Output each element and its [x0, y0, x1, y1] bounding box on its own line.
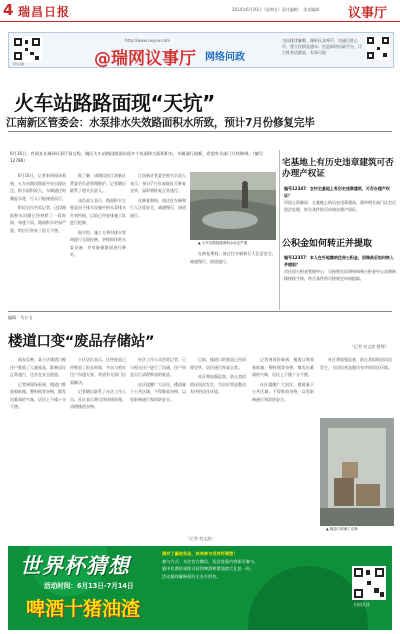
paragraph: 据了解，该路段由江南新区管委会负责管理维护。记者随后联系了相关负责人。 — [70, 173, 126, 193]
paragraph: 在修复期间，请过往车辆和行人注意安全，减速慢行，绕道通行。 — [190, 251, 276, 264]
qr-code-icon — [12, 36, 42, 62]
flooded-road-photo — [190, 172, 276, 240]
article-column — [320, 356, 392, 416]
answer: 市住房公积金管理中心：可持相关证明材料到公积金中心办理转移接续手续，符合条件的可按规定申请提取。 — [284, 269, 396, 281]
banner-slogan: 为民排忧解难，倾听民众呼声，沟通百姓心声，建立民情直通车；打造网络问政平台，让百姓有话敢说，有事可说 — [282, 38, 362, 55]
paragraph: 江南新区管委会相关负责人表示，预计7月份该路段可修复完毕，届时将恢复正常通行。 — [130, 173, 186, 193]
paragraph: 在修复期间，请过往车辆和行人注意安全，减速慢行，绕道通行。 — [130, 197, 186, 218]
sidebar-headline: 宅基地上有历史违章建筑可否办理产权证 — [282, 158, 394, 179]
paragraph: 社区工作人员告诉记者，已与相关住户进行了沟通，住户同意自行清理堆放的废品。 — [130, 357, 186, 377]
paragraph: 网友反映，某小区楼道口被住户堆放了大量废品，影响居民正常通行，还存在安全隐患。 — [10, 357, 66, 377]
article-column — [10, 172, 66, 307]
ad-description — [162, 550, 342, 580]
section-title: 议事厅 — [348, 6, 388, 21]
paragraph: 该负责人表示，路面积水主要是由于排水设施中的水泵排水失效所致，目前已经安排施工队进行抢修。 — [70, 197, 126, 225]
article-column — [252, 356, 314, 532]
paper-name: 瑞昌日报 — [18, 5, 71, 19]
article-column — [190, 250, 276, 307]
page-number: 4 — [3, 1, 14, 19]
subheadline: 江南新区管委会：水泵排水失效路面积水所致，预计7月份修复完毕 — [6, 117, 315, 129]
paragraph: 记者到现场看到，楼道口堆放着纸箱、塑料瓶等杂物，散发出难闻的气味，居民上下楼十分不便。 — [10, 381, 66, 409]
article-column — [10, 356, 66, 532]
question: 编号12347：农村宅基地上有历史违章建筑，可否办理产权证？ — [284, 186, 390, 198]
paragraph: 记者到现场看到，楼道口堆放着纸箱、塑料瓶等杂物，散发出难闻的气味，居民上下楼十分不便。 — [252, 357, 314, 377]
column-divider — [279, 150, 280, 310]
paragraph: 小区居民表示，这些废品已经堆放了很长时间，多次与相关住户沟通无果，希望有关部门出面解决。 — [70, 357, 126, 385]
headline: 火车站路路面现“天坑” — [14, 91, 215, 115]
article-column — [130, 172, 186, 307]
paragraph: 社区将加强巡查，防止类似情况再次发生，为居民营造整洁有序的居住环境。 — [320, 357, 392, 370]
banner-subtitle: 网络问政 — [205, 52, 245, 63]
ad-line: 猜对了赢取奖品，快来参与世界杯猜想！ — [162, 551, 238, 556]
divider — [8, 311, 392, 312]
article-column — [70, 356, 126, 532]
hallway-debris-photo — [320, 418, 394, 526]
photo-caption: ▲ 楼道口堆满了杂物 — [326, 527, 358, 531]
forum-logo: @瑞网议事厅 — [94, 49, 196, 69]
article-column — [130, 356, 186, 532]
sidebar-qa — [284, 185, 396, 213]
byline: （记者 何文波） — [186, 536, 216, 541]
paragraph: 社区将加强巡查，防止类似情况再次发生，为居民营造整洁有序的居住环境。 — [190, 374, 246, 394]
section-label: 编辑：马小飞 — [8, 315, 32, 320]
article-column — [190, 356, 246, 532]
answer: 市国土资源局：宅基地上的历史违章建筑，需经相关部门认定后依法处理，符合条件的可申请办理产权证。 — [284, 200, 396, 212]
article-column — [70, 172, 126, 307]
ad-product: 啤酒十猪油渣 — [26, 598, 141, 620]
qr-code-icon — [352, 566, 386, 600]
paragraph: 社区提醒广大居民，楼道属于公共区域，不得堆放杂物，以免影响通行和消防安全。 — [252, 381, 314, 402]
article-title: 楼道口变“废品存储站” — [8, 334, 155, 350]
banner-url[interactable]: http://www.rwysw.com — [125, 38, 171, 43]
ad-line: 参与方式：关注官方微信，发送竞猜内容即可参与。 — [162, 558, 259, 564]
issue-date: 2014年6月20日（星期五）责任编辑： 美术编辑： — [232, 7, 324, 12]
paragraph: 记者随后联系了社区工作人员，社区表示将尽快协调处理，清理楼道杂物。 — [70, 389, 126, 409]
byline: （记者 何文波 整理） — [350, 344, 389, 349]
divider — [8, 131, 392, 132]
qr-code-icon — [366, 36, 390, 60]
ad-line: 活动最终解释权归主办方所有。 — [162, 573, 221, 579]
ad-line: 猜中比赛结果即可获得啤酒和猪油渣大礼包一份。 — [162, 566, 255, 571]
paragraph: 附近居民告诉记者，这段路面积水问题已经持续了一段时间，每逢下雨，路面积水更加严重，给出行带来了很大不便。 — [10, 205, 66, 233]
article-intro: 6月16日，有网友在瑞网议事厅留言称，城区火车站路段路面出现多个坑洞和大面积积水，车辆通行困难，希望有关部门尽快修缮。（编号：12786） — [10, 151, 268, 163]
qr-caption: 手机扫描 — [12, 62, 25, 66]
sidebar-qa — [284, 254, 396, 282]
sidebar-headline: 公积金如何转正并提取 — [282, 239, 373, 249]
ad-date: 活动时间：6月13日-7月14日 — [44, 582, 134, 590]
ad-title: 世界杯猜想 — [20, 554, 130, 578]
paragraph: 6月16日，记者来到现场看到，火车站路段路面多处出现坑洼，积水面积较大，车辆通过时溅起水花，行人只能绕道而行。 — [10, 173, 66, 201]
qr-caption: 扫码关注 — [354, 602, 370, 607]
question: 编号12357：本人在外地缴纳住房公积金，回瑞昌后如何转入并提取？ — [284, 255, 394, 267]
paragraph: 目前，楼道口的废品已经清理完毕，居民通行恢复正常。 — [190, 357, 246, 370]
paragraph: 据介绍，施工方将对排水管网进行全面检修，更换损坏的水泵设备，并对破损路面进行修补。 — [70, 229, 126, 257]
paragraph: 社区提醒广大居民，楼道属于公共区域，不得堆放杂物，以免影响通行和消防安全。 — [130, 381, 186, 402]
photo-caption: ▲ 火车站路段路面积水坑洼严重 — [198, 241, 248, 245]
